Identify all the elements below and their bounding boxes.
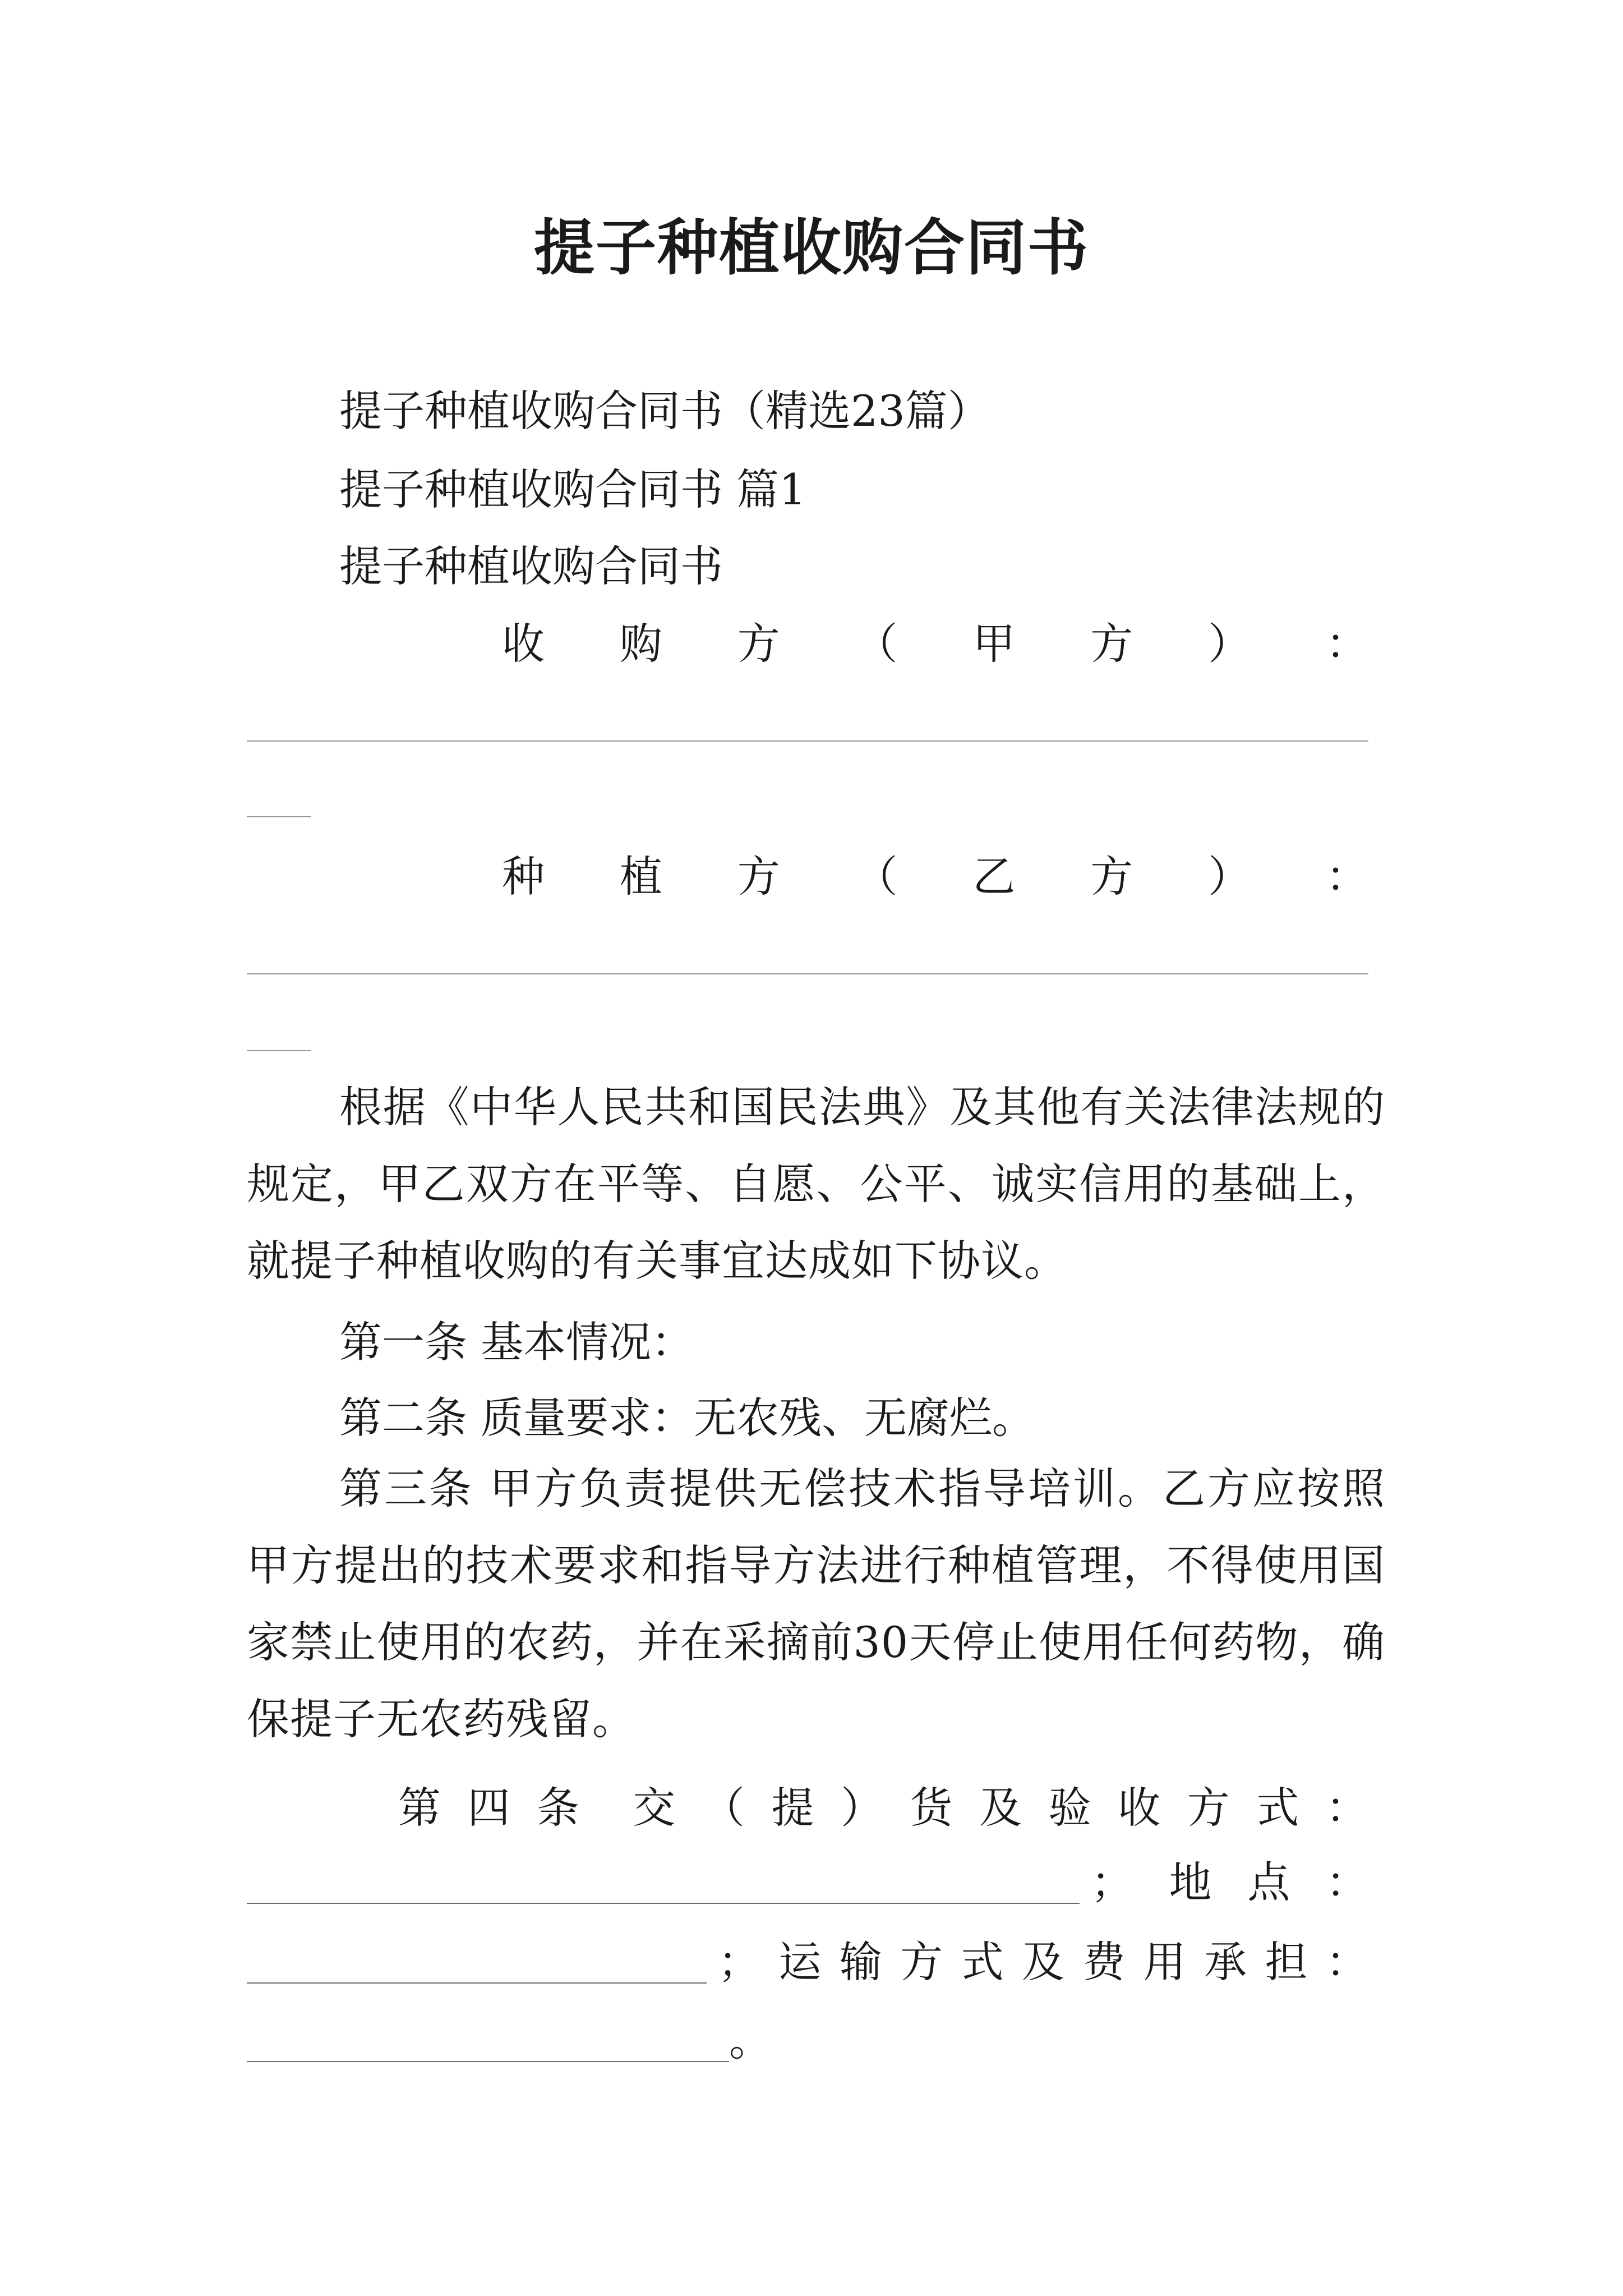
contract-name: 提子种植收购合同书 [339, 541, 723, 591]
location-char: 点 [1247, 1857, 1290, 1907]
location-char: 地 [1169, 1857, 1212, 1907]
party-a-blank-line[interactable] [247, 740, 1368, 742]
delivery-time-blank[interactable] [247, 1864, 1080, 1904]
party-b-char: 乙 [972, 852, 1016, 901]
transport-row [247, 2016, 1368, 2065]
party-a-char: ： [1325, 619, 1368, 669]
transport-char: 费 [1082, 1937, 1126, 1987]
article-4-char: ） [840, 1783, 883, 1833]
article-2: 第二条 质量要求：无农残、无腐烂。 [339, 1393, 1035, 1443]
article-3: 第三条 甲方负责提供无偿技术指导培训。乙方应按照甲方提出的技术要求和指导方法进行种植管理，不得使用国家禁止使用的农药，并在采摘前30天停止使用任何药物，确保提子无农药残留。 [247, 1464, 1385, 1744]
party-a-char: （ [855, 619, 898, 669]
party-b-char: 方 [737, 852, 780, 901]
article-4-heading [398, 1783, 1368, 1833]
transport-char: 式 [961, 1937, 1004, 1987]
location-row [247, 1937, 1368, 1987]
article-1: 第一条 基本情况： [339, 1317, 694, 1367]
article-4-char: 验 [1048, 1783, 1091, 1833]
party-a-char: ） [1208, 619, 1251, 669]
transport-label [707, 1937, 1368, 1987]
transport-char: ： [1325, 1937, 1368, 1987]
delivery-time-row [247, 1857, 1368, 1907]
transport-blank[interactable] [247, 2022, 729, 2062]
party-a-char: 方 [737, 619, 780, 669]
transport-char: 担 [1265, 1937, 1308, 1987]
article-4-char: （ [702, 1783, 745, 1833]
transport-char: 运 [778, 1937, 822, 1987]
article-4-char: 条 [537, 1783, 580, 1833]
article-4-char: 收 [1118, 1783, 1161, 1833]
article-4-char: 式 [1256, 1783, 1299, 1833]
article-4-char: 提 [771, 1783, 814, 1833]
intro-paragraph: 根据《中华人民共和国民法典》及其他有关法律法规的规定，甲乙双方在平等、自愿、公平、诚实信用的基础上，就提子种植收购的有关事宜达成如下协议。 [247, 1082, 1385, 1286]
document-title: 提子种植收购合同书 [533, 213, 1089, 283]
subtitle: 提子种植收购合同书（精选23篇） [339, 386, 990, 436]
article-4-char: 方 [1187, 1783, 1230, 1833]
party-a-char: 甲 [972, 619, 1016, 669]
party-b-blank-line[interactable] [247, 973, 1368, 974]
location-blank[interactable] [247, 1943, 707, 1984]
party-b-char: 种 [502, 852, 545, 901]
location-label [1080, 1857, 1368, 1907]
party-a-char: 方 [1090, 619, 1133, 669]
transport-char: 及 [1021, 1937, 1064, 1987]
party-a-label [502, 619, 1368, 669]
article-4-char: 及 [979, 1783, 1022, 1833]
party-b-char: （ [855, 852, 898, 901]
location-char: ： [1325, 1857, 1368, 1907]
party-a-char: 收 [502, 619, 545, 669]
party-b-blank-line-end[interactable] [247, 1050, 311, 1051]
party-b-char: ） [1208, 852, 1251, 901]
transport-char: 方 [900, 1937, 943, 1987]
party-a-blank-line-end[interactable] [247, 816, 311, 817]
article-4-char: 第 [398, 1783, 441, 1833]
party-a-char: 购 [619, 619, 662, 669]
article-4-char: 货 [910, 1783, 953, 1833]
transport-char: 承 [1204, 1937, 1247, 1987]
party-b-char: ： [1325, 852, 1368, 901]
article-4-char: 交 [633, 1783, 676, 1833]
article-4-char: ： [1325, 1783, 1368, 1833]
article-4-char: 四 [467, 1783, 510, 1833]
party-b-char: 植 [619, 852, 662, 901]
location-char: ； [1091, 1857, 1133, 1907]
party-b-label [502, 852, 1368, 901]
transport-char: 用 [1143, 1937, 1186, 1987]
party-b-char: 方 [1090, 852, 1133, 901]
section-heading: 提子种植收购合同书 篇1 [339, 464, 806, 514]
transport-char: 输 [839, 1937, 882, 1987]
transport-char: ； [718, 1937, 760, 1987]
end-mark: 。 [729, 2016, 772, 2065]
